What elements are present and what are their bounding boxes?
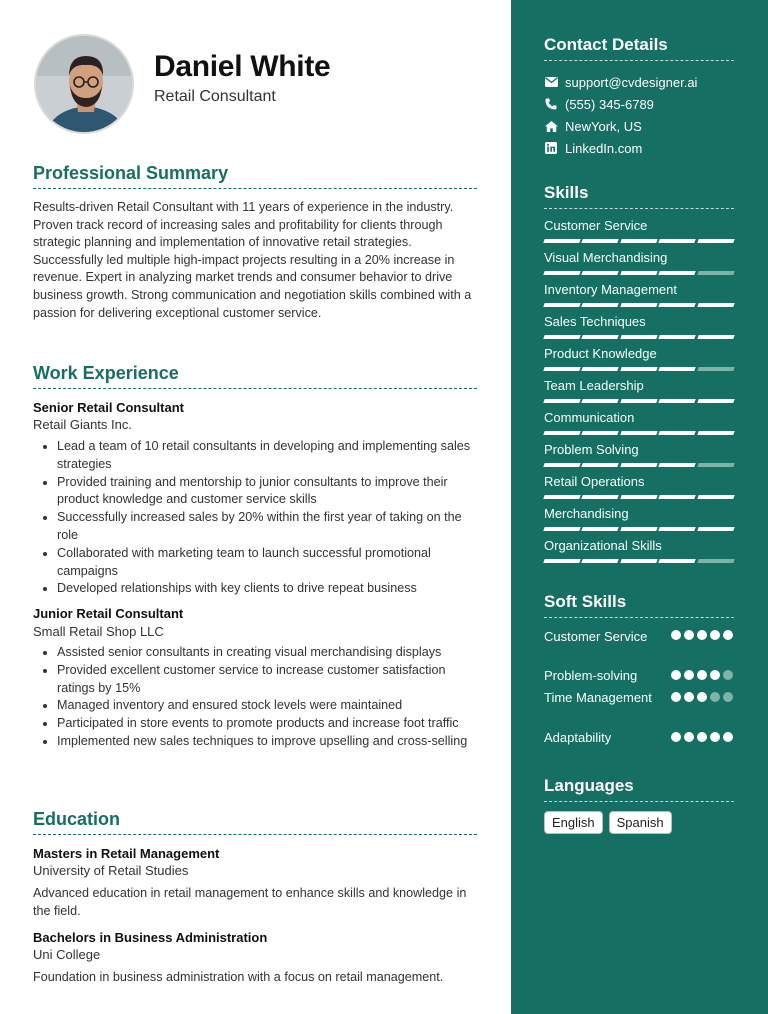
job-bullets [57, 644, 477, 751]
skill-level-segment [582, 431, 620, 435]
rating-dot [710, 630, 720, 640]
rating-dot [684, 692, 694, 702]
school-name: University of Retail Studies [33, 863, 189, 878]
rating-dot [684, 732, 694, 742]
job-title: Junior Retail Consultant [33, 606, 184, 621]
summary-text: Results-driven Retail Consultant with 11 years of experience in the industry. Proven track record of increasing sales and profitability for clients through strategic planning and implementation of innovative retail strategies. Successfully led multiple high-impact projects resulting in a 20% increase in revenue. Expert in analyzing market trends and consumer behavior to drive business growth. Strong communication and negotiation skills combined with a passion for delivering exceptional customer service. [33, 200, 472, 320]
skill-level-bar [544, 239, 734, 243]
skill-level-segment [620, 367, 658, 371]
rating-dot [684, 630, 694, 640]
rating-dot [723, 692, 733, 702]
degree-title: Bachelors in Business Administration [33, 930, 268, 945]
skill-name: Visual Merchandising [544, 250, 668, 265]
contact-linkedin[interactable] [544, 140, 642, 156]
skill-level-segment [697, 335, 735, 339]
skill-level-bar [544, 463, 734, 467]
skill-name: Communication [544, 410, 635, 425]
list-item: Provided excellent customer service to increase customer satisfaction ratings by 15% [57, 662, 477, 698]
skill-level-segment [543, 303, 581, 307]
contact-text: NewYork, US [565, 118, 642, 134]
skill-name: Problem Solving [544, 442, 639, 457]
list-item: Collaborated with marketing team to launch successful promotional campaigns [57, 545, 477, 581]
contact-email[interactable] [544, 74, 697, 90]
contact-heading: Contact Details [544, 35, 734, 61]
skill-level-bar [544, 527, 734, 531]
job-company: Retail Giants Inc. [33, 417, 132, 432]
profile-photo [36, 36, 134, 134]
skill-name: Team Leadership [544, 378, 644, 393]
skill-level-segment [658, 527, 696, 531]
list-item: Successfully increased sales by 20% within the first year of taking on the role [57, 509, 477, 545]
skill-level-segment [582, 303, 620, 307]
skill-level-segment [620, 431, 658, 435]
skill-level-bar [544, 431, 734, 435]
skill-level-segment [582, 239, 620, 243]
skill-level-segment [543, 399, 581, 403]
skill-level-segment [582, 271, 620, 275]
skill-level-segment [658, 559, 696, 563]
soft-skill-name: Adaptability [544, 730, 612, 745]
skill-level-segment [620, 303, 658, 307]
skill-level-segment [620, 463, 658, 467]
skill-level-bar [544, 495, 734, 499]
language-badge: Spanish [609, 811, 672, 834]
envelope-icon [544, 75, 558, 89]
skill-name: Organizational Skills [544, 538, 662, 553]
skill-level-segment [658, 399, 696, 403]
skill-name: Sales Techniques [544, 314, 646, 329]
work-heading: Work Experience [33, 363, 477, 389]
contact-location [544, 118, 642, 134]
rating-dot [723, 732, 733, 742]
skill-name: Product Knowledge [544, 346, 657, 361]
skill-level-segment [620, 335, 658, 339]
skill-level-bar [544, 271, 734, 275]
skill-level-segment [620, 559, 658, 563]
list-item: Assisted senior consultants in creating visual merchandising displays [57, 644, 477, 662]
rating-dot [723, 670, 733, 680]
skill-level-segment [543, 335, 581, 339]
skill-level-segment [658, 367, 696, 371]
contact-text: support@cvdesigner.ai [565, 74, 698, 90]
skill-level-bar [544, 303, 734, 307]
list-item: Managed inventory and ensured stock levels were maintained [57, 697, 477, 715]
skill-level-segment [697, 303, 735, 307]
languages-list [544, 811, 672, 834]
skill-level-segment [620, 271, 658, 275]
skill-level-segment [582, 495, 620, 499]
skill-level-segment [620, 527, 658, 531]
phone-icon [544, 97, 558, 111]
skill-level-segment [582, 399, 620, 403]
skill-level-segment [543, 463, 581, 467]
rating-dot [710, 670, 720, 680]
rating-dot [671, 630, 681, 640]
rating-dot [671, 670, 681, 680]
skill-level-segment [543, 527, 581, 531]
rating-dot [710, 692, 720, 702]
rating-dot [697, 630, 707, 640]
list-item: Participated in store events to promote products and increase foot traffic [57, 715, 477, 733]
skill-name: Inventory Management [544, 282, 677, 297]
skill-level-segment [543, 239, 581, 243]
skill-level-segment [697, 399, 735, 403]
soft-skill-rating [671, 630, 733, 640]
rating-dot [671, 732, 681, 742]
degree-title: Masters in Retail Management [33, 846, 220, 861]
contact-text: (555) 345-6789 [565, 96, 654, 112]
skill-level-segment [582, 559, 620, 563]
skill-level-segment [658, 495, 696, 499]
contact-text: LinkedIn.com [565, 140, 643, 156]
list-item: Lead a team of 10 retail consultants in developing and implementing sales strategies [57, 438, 477, 474]
skill-level-segment [658, 303, 696, 307]
home-icon [544, 119, 558, 133]
soft-skills-heading: Soft Skills [544, 592, 734, 618]
linkedin-icon [544, 141, 558, 155]
rating-dot [697, 692, 707, 702]
skill-level-segment [658, 335, 696, 339]
skill-level-segment [543, 271, 581, 275]
rating-dot [710, 732, 720, 742]
skill-level-segment [697, 527, 735, 531]
skill-level-segment [582, 335, 620, 339]
avatar [34, 34, 134, 134]
soft-skill-rating [671, 692, 733, 702]
skill-level-segment [697, 431, 735, 435]
rating-dot [684, 670, 694, 680]
skill-level-segment [620, 239, 658, 243]
skill-level-segment [697, 239, 735, 243]
skill-level-segment [620, 495, 658, 499]
skill-level-segment [697, 463, 735, 467]
sidebar [511, 0, 768, 1014]
list-item: Developed relationships with key clients to drive repeat business [57, 580, 477, 598]
soft-skill-rating [671, 670, 733, 680]
skill-level-segment [658, 431, 696, 435]
candidate-title: Retail Consultant [154, 88, 276, 105]
skill-level-segment [543, 495, 581, 499]
skill-level-segment [697, 271, 735, 275]
languages-heading: Languages [544, 776, 734, 802]
rating-dot [671, 692, 681, 702]
rating-dot [697, 732, 707, 742]
soft-skill-name: Problem-solving [544, 668, 638, 683]
soft-skill-rating [671, 732, 733, 742]
list-item: Provided training and mentorship to junior consultants to improve their product knowledge and customer service skills [57, 474, 477, 510]
summary-heading: Professional Summary [33, 163, 477, 189]
soft-skill-name: Time Management [544, 690, 652, 705]
degree-description: Advanced education in retail management to enhance skills and knowledge in the field. [33, 886, 467, 918]
school-name: Uni College [33, 947, 101, 962]
skill-level-bar [544, 335, 734, 339]
skill-level-segment [658, 239, 696, 243]
skill-level-segment [543, 559, 581, 563]
skill-level-segment [582, 527, 620, 531]
skill-level-segment [620, 399, 658, 403]
skills-heading: Skills [544, 183, 734, 209]
skill-level-segment [658, 271, 696, 275]
rating-dot [697, 670, 707, 680]
rating-dot [723, 630, 733, 640]
skill-level-segment [697, 495, 735, 499]
language-badge: English [544, 811, 603, 834]
skill-level-segment [697, 367, 735, 371]
degree-description: Foundation in business administration with a focus on retail management. [33, 970, 444, 984]
skill-level-segment [582, 463, 620, 467]
skill-level-segment [543, 367, 581, 371]
skill-level-segment [697, 559, 735, 563]
soft-skill-name: Customer Service [544, 629, 648, 644]
candidate-name: Daniel White [154, 50, 331, 83]
list-item: Implemented new sales techniques to improve upselling and cross-selling [57, 733, 477, 751]
skill-level-segment [543, 431, 581, 435]
skill-level-segment [582, 367, 620, 371]
skill-name: Merchandising [544, 506, 629, 521]
job-bullets [57, 438, 477, 598]
job-company: Small Retail Shop LLC [33, 624, 164, 639]
education-heading: Education [33, 809, 477, 835]
skill-level-bar [544, 367, 734, 371]
contact-phone[interactable] [544, 96, 654, 112]
skill-name: Retail Operations [544, 474, 645, 489]
job-title: Senior Retail Consultant [33, 400, 184, 415]
skill-level-bar [544, 399, 734, 403]
skill-level-bar [544, 559, 734, 563]
skill-name: Customer Service [544, 218, 648, 233]
skill-level-segment [658, 463, 696, 467]
